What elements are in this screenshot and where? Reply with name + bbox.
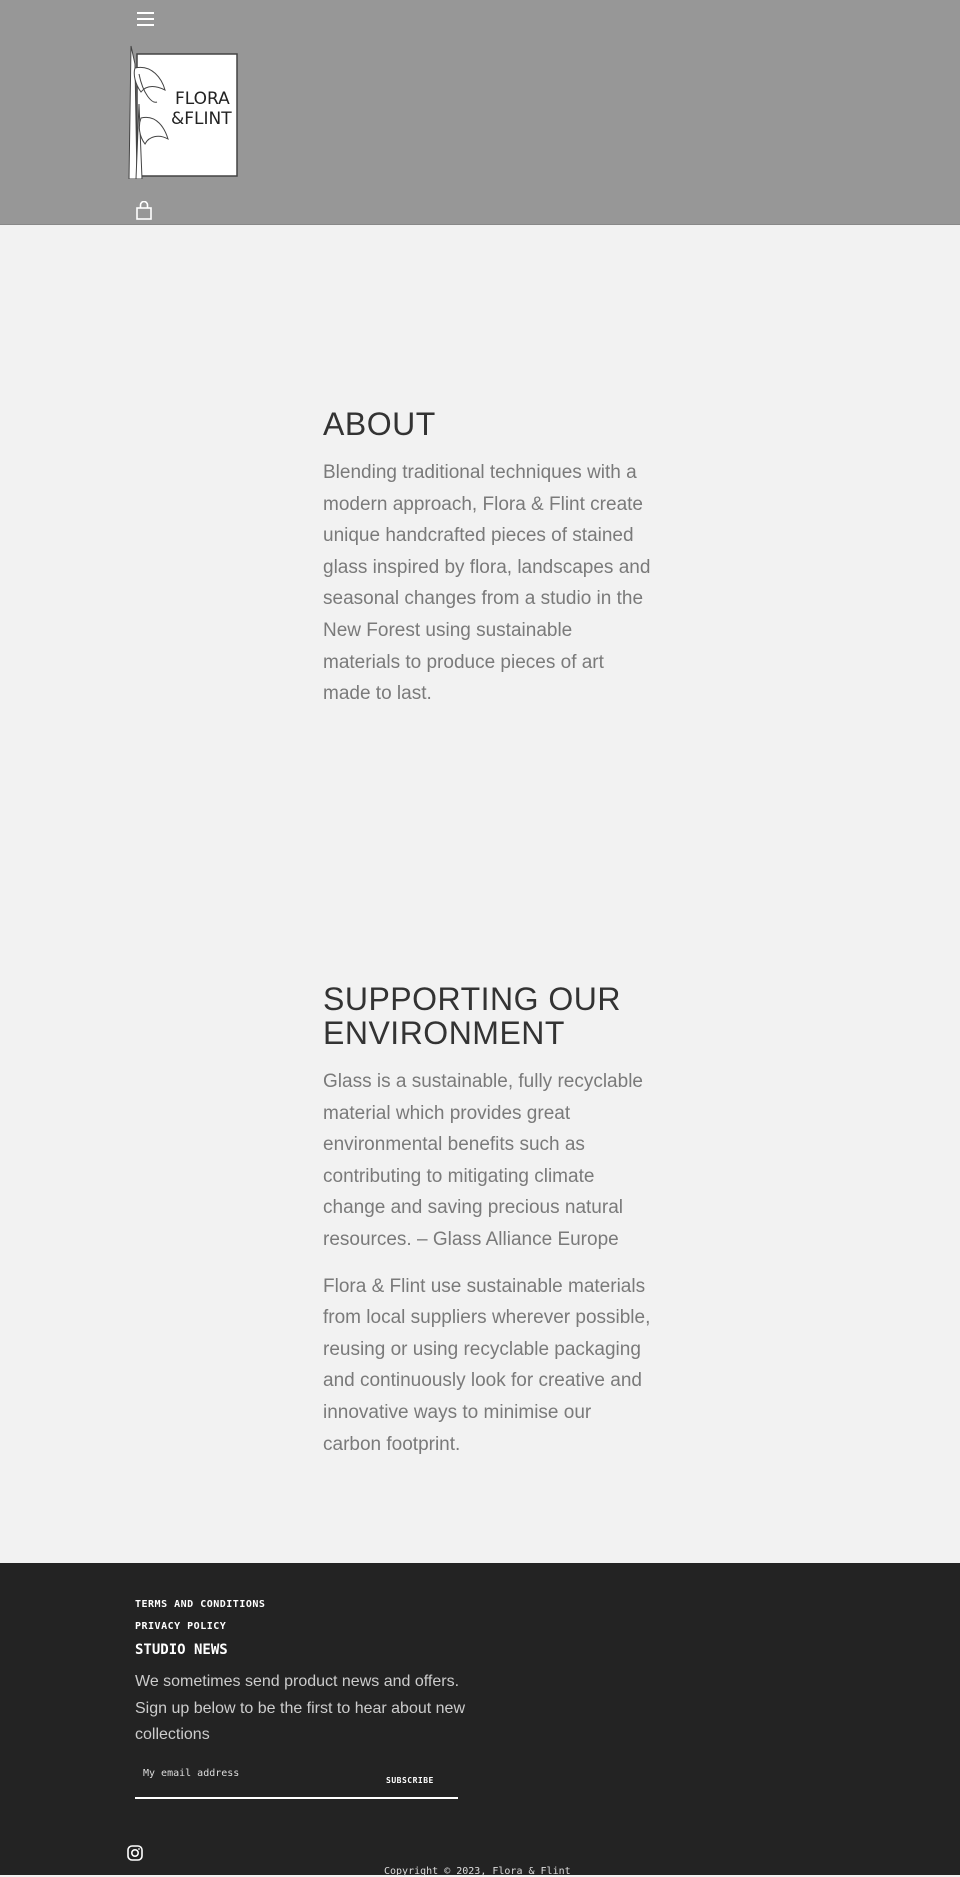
privacy-policy-link[interactable]: PRIVACY POLICY xyxy=(135,1621,227,1632)
environment-paragraph: Glass is a sustainable, fully recyclable material which provides great environmental benefits such as contributing to mitigating climate change and saving precious natural resources. – Glass Alliance Europe xyxy=(323,1071,643,1250)
about-section xyxy=(323,407,653,725)
studio-news-text: We sometimes send product news and offers. Sign up below to be the first to hear about new collections xyxy=(135,1673,465,1743)
email-input[interactable] xyxy=(143,1768,363,1779)
shopping-bag-icon[interactable] xyxy=(136,201,152,220)
environment-section xyxy=(323,982,653,1475)
instagram-icon[interactable] xyxy=(127,1845,143,1861)
about-body: Blending traditional techniques with a modern approach, Flora & Flint create unique handcrafted pieces of stained glass inspired by flora, landscapes and seasonal changes from a studio in the New Forest using sustainable materials to produce pieces of art made to last. xyxy=(323,462,651,705)
environment-title: SUPPORTING OUR ENVIRONMENT xyxy=(323,981,621,1051)
terms-link[interactable]: TERMS AND CONDITIONS xyxy=(135,1599,266,1610)
flora-flint-logo[interactable] xyxy=(127,44,240,179)
hamburger-menu-button[interactable] xyxy=(135,10,157,28)
svg-text:FLORA: FLORA xyxy=(175,89,230,109)
svg-text:&FLINT: &FLINT xyxy=(171,109,232,129)
environment-paragraph: Flora & Flint use sustainable materials from local suppliers wherever possible, reusing or using recyclable packaging and continuously look for creative and innovative ways to minimise our carbon footprint. xyxy=(323,1275,651,1455)
studio-news-heading: STUDIO NEWS xyxy=(135,1642,228,1658)
about-title: ABOUT xyxy=(323,406,436,442)
site-footer xyxy=(0,1563,960,1875)
newsletter-form xyxy=(135,1763,458,1799)
site-header xyxy=(0,0,960,225)
subscribe-button[interactable]: SUBSCRIBE xyxy=(386,1776,434,1785)
copyright-text: Copyright © 2023, Flora & Flint xyxy=(384,1866,571,1877)
